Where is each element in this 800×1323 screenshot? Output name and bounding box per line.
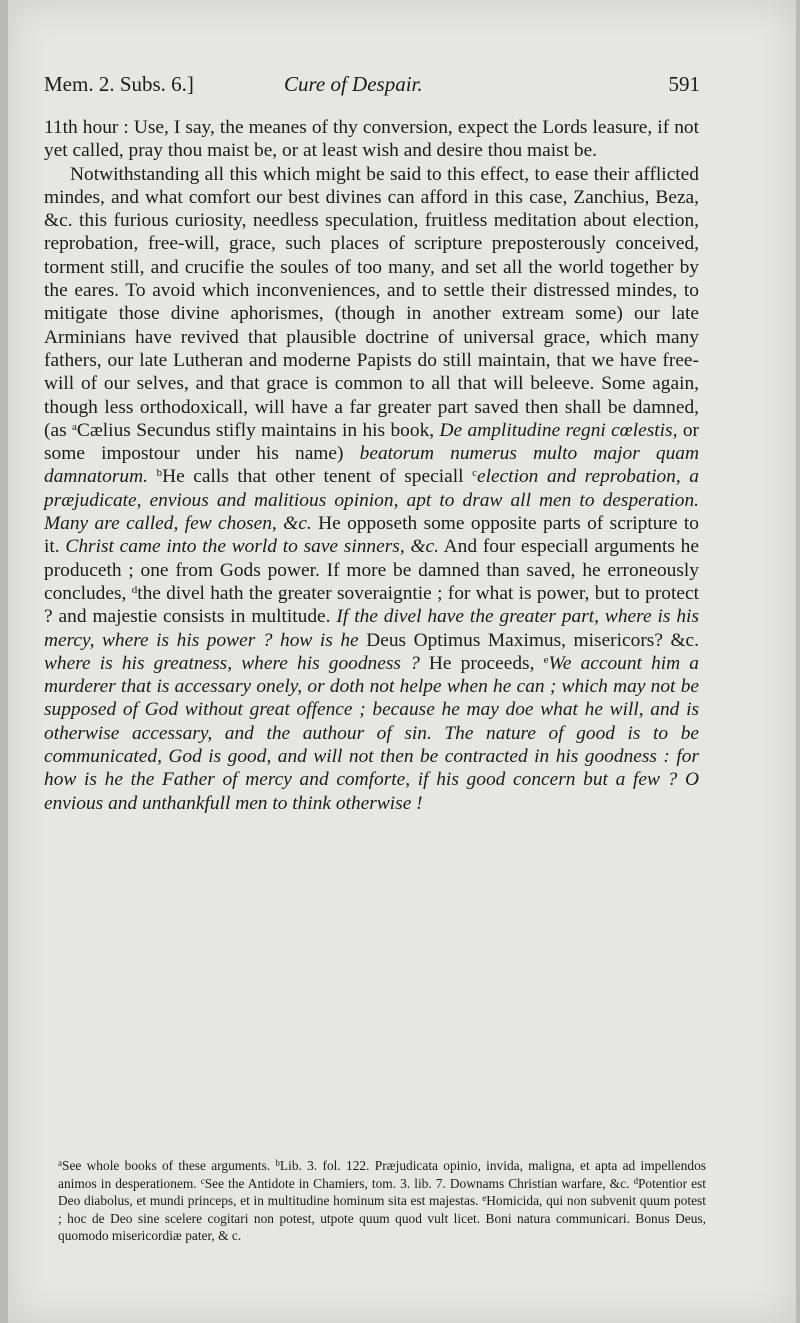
footnote-block	[58, 1157, 706, 1245]
italic-run: We account him a murderer that is accessary onely, or doth not helpe when he can ; which may not be supposed of God without great offence ; because he may doe what he will, and is otherwise accessary, and the authour of sin. The nature of good is to be communicated, God is good, and will not then be contracted in his goodness : for how is he the Father of mercy and comforte, if his good concern but a few ? O envious and unthankfull men to think otherwise !	[44, 652, 699, 814]
footnote-marker-b: b	[275, 1158, 280, 1168]
text-run: He opposeth some opposite parts of scripture to it.	[44, 513, 700, 558]
note-marker-b: b	[156, 467, 163, 480]
italic-run: beatorum numerus multo major quam damnatorum.	[44, 443, 699, 488]
text-run: He proceeds,	[428, 652, 535, 674]
italic-run: election and reprobation, a præjudicate, envious and malitious opinion, apt to draw all men to desperation. Many are called, few chosen, &c.	[44, 466, 700, 535]
running-title: Cure of Despair.	[284, 72, 423, 96]
paragraph-2	[44, 163, 699, 815]
footnote-marker-d: d	[633, 1175, 638, 1186]
running-header	[44, 72, 700, 102]
note-marker-c: c	[472, 467, 477, 480]
text-run: He calls that other tenent of speciall	[162, 466, 464, 488]
footnote-marker-c: c	[200, 1175, 205, 1186]
footnote-a: See whole books of these arguments.	[62, 1158, 271, 1173]
note-marker-d: d	[131, 583, 138, 596]
text-run: Deus Optimus Maximus, misericors? &c.	[366, 629, 700, 651]
footnote-b: Lib. 3. fol. 122. Præjudicata opinio, invida, maligna, et apta ad impellendos animos in desperationem.	[58, 1158, 707, 1191]
footnote-marker-a: a	[58, 1158, 62, 1168]
main-text	[44, 116, 699, 815]
text-run: Notwithstanding all this which might be said to this effect, to ease their afflicted mindes, and what comfort our best divines can afford in this case, Zanchius, Beza, &c. this furious curiosity, needless speculation, fruitless meditation about election, reprobation, free-will, grace, such places of scripture preposterously conceived, torment still, and crucifie the soules of too many, and set all the world together by the eares. To avoid which inconveniences, and to settle their distressed mindes, to mitigate those divine aphorismes, (though in another extream some) our late Arminians have revived that plausible doctrine of universal grace, which many fathers, our late Lutheran and moderne Papists do still maintain, that we have free-will of our selves, and that grace is common to all that will beleeve. Some again, though less orthodoxicall, will have a far greater part saved then shall be damned, (as	[44, 163, 699, 441]
footnote-c: See the Antidote in Chamiers, tom. 3. lib. 7. Downams Christian warfare, &c.	[204, 1175, 630, 1191]
italic-run: where is his greatness, where his goodness ?	[44, 652, 420, 674]
italic-run: Christ came into the world to save sinners, &c.	[65, 536, 439, 558]
italic-run: De amplitudine regni cœlestis,	[439, 419, 678, 441]
text-run: And four especiall arguments he produceth ; one from Gods power. If more be damned than saved, he erroneously concludes,	[44, 536, 699, 604]
footnote-d: Potentior est Deo diabolus, et mundi princeps, et in multitudine hominum sita est majestas.	[58, 1175, 706, 1209]
footnote-marker-e: e	[482, 1193, 487, 1204]
footnote-e: Homicida, qui non subvenit quum potest ; hoc de Deo sine scelere cogitari non potest, utpote quum quod vult licet. Boni natura communicari. Bonus Deus, quomodo misericordiæ pater, & c.	[58, 1193, 706, 1244]
paragraph-1: 11th hour : Use, I say, the meanes of thy conversion, expect the Lords leasure, if not yet called, pray thou maist be, or at least wish and desire thou maist be.	[44, 117, 699, 162]
text-run: Cælius Secundus stifly maintains in his book,	[76, 419, 435, 441]
note-marker-a: a	[72, 420, 77, 433]
text-run: the divel hath the greater soveraigntie ; for what is power, but to protect ? and majestie consists in multitude.	[44, 582, 699, 628]
page-number: 591	[668, 72, 700, 96]
footnotes	[58, 1157, 706, 1245]
note-marker-e: e	[543, 653, 549, 666]
text-run: or some impostour under his name)	[44, 419, 699, 465]
book-page	[8, 0, 796, 1323]
italic-run: If the divel have the greater part, where is his mercy, where is his power ? how is he	[44, 606, 699, 651]
section-reference: Mem. 2. Subs. 6.]	[44, 72, 194, 96]
